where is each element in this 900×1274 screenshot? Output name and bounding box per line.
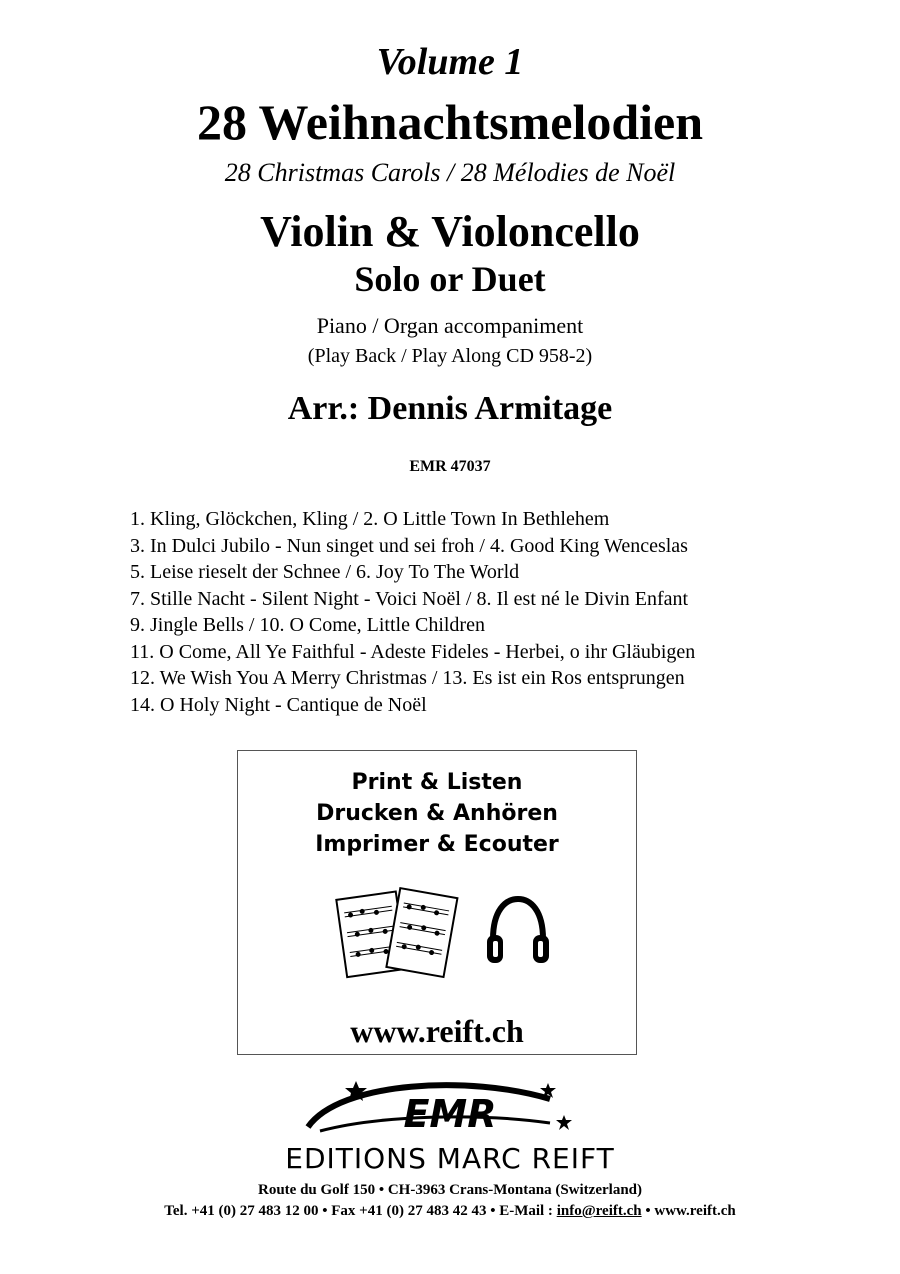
list-item: 14. O Holy Night - Cantique de Noël xyxy=(130,693,427,716)
sheet-music-icon xyxy=(334,883,464,983)
publisher-name: EDITIONS MARC REIFT xyxy=(285,1142,615,1175)
list-item: 5. Leise rieselt der Schnee / 6. Joy To The World xyxy=(130,561,520,583)
volume-label: Volume 1 xyxy=(376,41,524,83)
subtitle: 28 Christmas Carols / 28 Mélodies de Noël xyxy=(224,158,676,187)
list-item: 9. Jingle Bells / 10. O Come, Little Children xyxy=(130,614,485,636)
list-item: 7. Stille Nacht - Silent Night - Voici Noël / 8. Il est né le Divin Enfant xyxy=(130,587,689,610)
cd-note: (Play Back / Play Along CD 958-2) xyxy=(307,345,593,367)
list-item: 3. In Dulci Jubilo - Nun singet und sei froh / 4. Good King Wenceslas xyxy=(130,534,688,557)
logo-text: EMR xyxy=(403,1092,497,1136)
accompaniment-label: Piano / Organ accompaniment xyxy=(316,313,584,338)
format-label: Solo or Duet xyxy=(354,259,546,299)
list-item: 11. O Come, All Ye Faithful - Adeste Fideles - Herbei, o ihr Gläubigen xyxy=(130,640,696,663)
promo-line-german: Drucken & Anhören xyxy=(316,801,558,826)
instrumentation: Violin & Violoncello xyxy=(260,207,640,256)
main-title: 28 Weihnachtsmelodien xyxy=(196,94,704,150)
website-url[interactable]: www.reift.ch xyxy=(350,1013,524,1049)
headphones-icon xyxy=(483,891,553,971)
emr-logo xyxy=(300,1075,600,1141)
print-listen-box xyxy=(237,750,637,1055)
list-item: 12. We Wish You A Merry Christmas / 13. Es ist ein Ros entsprungen xyxy=(130,667,685,689)
catalog-number: EMR 47037 xyxy=(409,458,491,475)
promo-line-french: Imprimer & Ecouter xyxy=(315,832,559,857)
arranger: Arr.: Dennis Armitage xyxy=(287,390,613,427)
publisher-address: Route du Golf 150 • CH-3963 Crans-Montana (Switzerland) xyxy=(258,1182,642,1198)
contents-list xyxy=(130,506,695,718)
contact-phone-fax: Tel. +41 (0) 27 483 12 00 • Fax +41 (0) 27 483 42 43 • E-Mail : xyxy=(164,1203,557,1219)
promo-line-english: Print & Listen xyxy=(351,770,523,795)
list-item: 1. Kling, Glöckchen, Kling / 2. O Little Town In Bethlehem xyxy=(130,508,610,530)
email-link[interactable]: info@reift.ch xyxy=(556,1203,642,1219)
star-icon xyxy=(556,1115,572,1130)
publisher-contact xyxy=(0,1202,900,1220)
contact-website[interactable]: • www.reift.ch xyxy=(641,1203,736,1219)
